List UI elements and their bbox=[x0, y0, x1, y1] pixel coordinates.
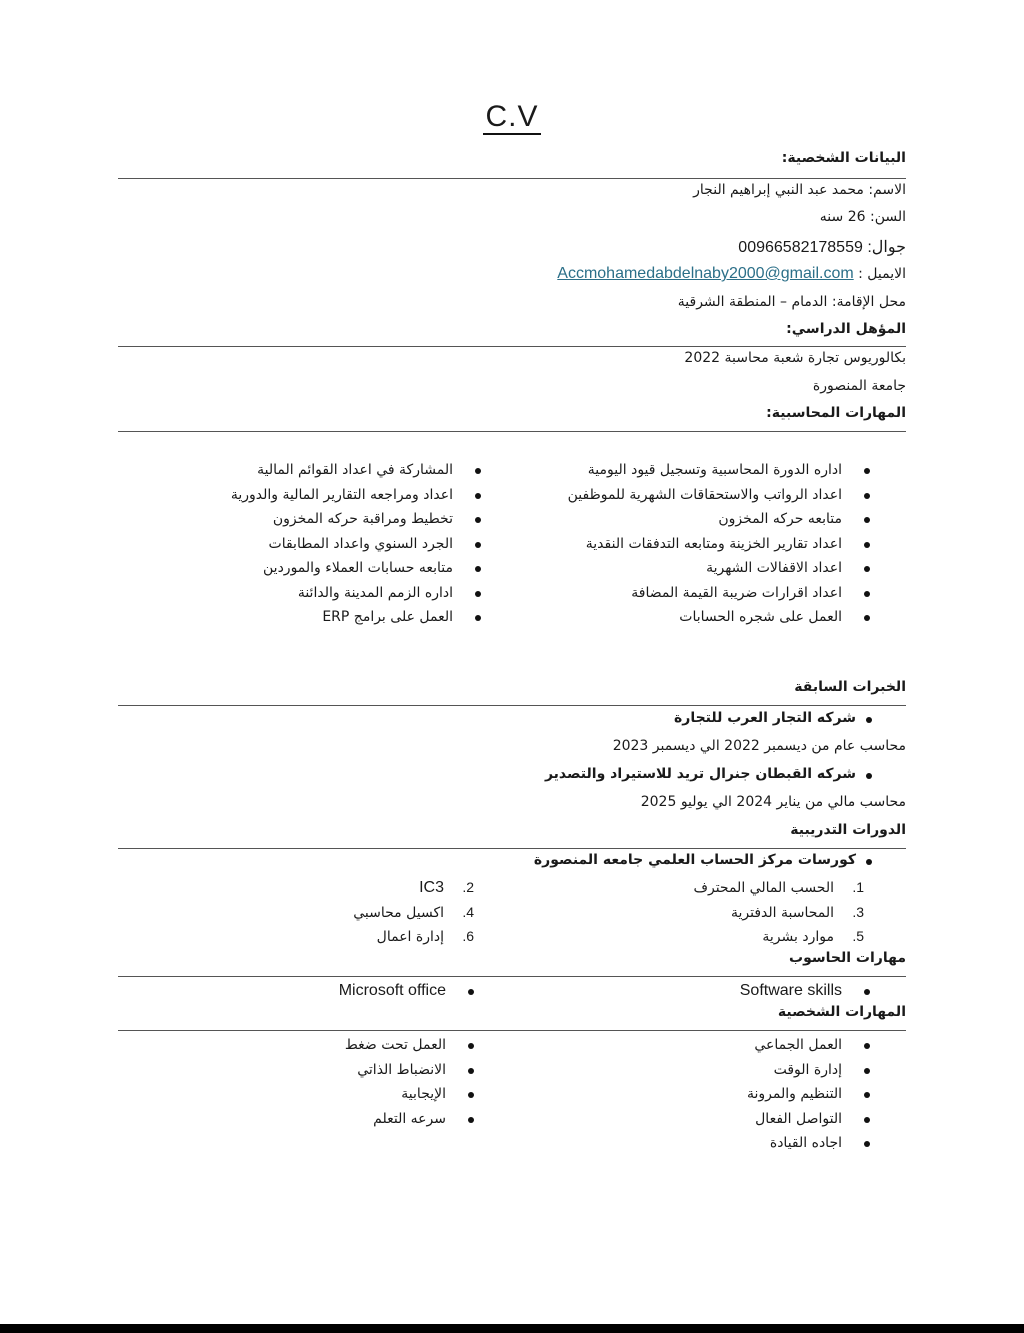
list-item: الإيجابية bbox=[345, 1082, 476, 1107]
divider bbox=[118, 848, 906, 849]
list-item: التنظيم والمرونة bbox=[747, 1082, 872, 1107]
mobile-line bbox=[738, 237, 906, 257]
email-line bbox=[557, 265, 906, 283]
list-item: العمل الجماعي bbox=[747, 1033, 872, 1058]
list-item: اداره الزمم المدينة والدائنة bbox=[231, 581, 483, 606]
list-item: اعداد الرواتب والاستحقاقات الشهرية للموظفين bbox=[568, 483, 872, 508]
personal-skills-left-list bbox=[345, 1033, 476, 1131]
course-name: موارد بشرية bbox=[762, 929, 834, 945]
list-item: الانضباط الذاتي bbox=[345, 1058, 476, 1083]
course-number: 6. bbox=[462, 928, 474, 944]
name-line: الاسم: محمد عبد النبي إبراهيم النجار bbox=[693, 182, 906, 198]
list-item: اعداد اقرارات ضريبة القيمة المضافة bbox=[568, 581, 872, 606]
list-item: العمل تحت ضغط bbox=[345, 1033, 476, 1058]
list-item: إدارة الوقت bbox=[747, 1058, 872, 1083]
divider bbox=[118, 431, 906, 432]
list-item: تخطيط ومراقبة حركه المخزون bbox=[231, 507, 483, 532]
list-item: Software skills bbox=[740, 979, 872, 1004]
course-4 bbox=[353, 904, 474, 921]
list-item: متابعه حركه المخزون bbox=[568, 507, 872, 532]
education-heading: المؤهل الدراسي: bbox=[786, 321, 906, 337]
email-link[interactable]: Accmohamedabdelnaby2000@gmail.com bbox=[557, 265, 854, 282]
course-name: المحاسبة الدفترية bbox=[730, 905, 834, 921]
company-1: شركه التجار العرب للتجارة bbox=[674, 710, 906, 726]
list-item: اعداد الاقفالات الشهرية bbox=[568, 556, 872, 581]
bottom-border bbox=[0, 1324, 1024, 1333]
list-item: العمل على شجره الحسابات bbox=[568, 605, 872, 630]
course-name: الحسب المالي المحترف bbox=[693, 880, 834, 896]
training-provider: كورسات مركز الحساب العلمي جامعه المنصورة bbox=[534, 852, 906, 868]
course-3 bbox=[731, 904, 864, 921]
divider bbox=[118, 178, 906, 179]
university-line: جامعة المنصورة bbox=[812, 378, 906, 394]
degree-line: بكالوريوس تجارة شعبة محاسبة 2022 bbox=[684, 350, 906, 366]
accounting-skills-heading: المهارات المحاسبية: bbox=[766, 405, 906, 421]
list-item: اعداد ومراجعه التقارير المالية والدورية bbox=[231, 483, 483, 508]
accounting-skills-right-list bbox=[568, 458, 872, 630]
course-name: اكسيل محاسبي bbox=[353, 905, 444, 921]
email-label: الايميل : bbox=[858, 266, 906, 282]
list-item: اجاده القيادة bbox=[747, 1131, 872, 1156]
age-line: السن: 26 سنه bbox=[819, 209, 906, 225]
list-item: Microsoft office bbox=[339, 979, 476, 1004]
list-item: العمل على برامج ERP bbox=[231, 605, 483, 630]
computer-skills-right-list bbox=[740, 979, 872, 1004]
course-number: 1. bbox=[852, 879, 864, 895]
course-number: 3. bbox=[852, 904, 864, 920]
list-item: اعداد تقارير الخزينة ومتابعه التدفقات النقدية bbox=[568, 532, 872, 557]
mobile-text: جوال: 00966582178559 bbox=[738, 239, 906, 256]
divider bbox=[118, 976, 906, 977]
personal-skills-right-list bbox=[747, 1033, 872, 1156]
list-item: المشاركة في اعداد القوائم المالية bbox=[231, 458, 483, 483]
list-item: التواصل الفعال bbox=[747, 1107, 872, 1132]
course-number: 4. bbox=[462, 904, 474, 920]
course-number: 5. bbox=[852, 928, 864, 944]
job-role-2: محاسب مالي من يناير 2024 الي يوليو 2025 bbox=[640, 794, 906, 810]
job-role-1: محاسب عام من ديسمبر 2022 الي ديسمبر 2023 bbox=[612, 738, 906, 754]
course-2 bbox=[419, 879, 474, 897]
course-6 bbox=[377, 928, 474, 945]
divider bbox=[118, 1030, 906, 1031]
experience-heading: الخبرات السابقة bbox=[794, 679, 906, 695]
list-item: سرعه التعلم bbox=[345, 1107, 476, 1132]
cv-title: C.V bbox=[485, 100, 539, 133]
course-name: إدارة اعمال bbox=[376, 929, 444, 945]
personal-heading: البيانات الشخصية: bbox=[781, 150, 906, 166]
divider bbox=[118, 346, 906, 347]
list-item: الجرد السنوي واعداد المطابقات bbox=[231, 532, 483, 557]
course-number: 2. bbox=[462, 879, 474, 895]
personal-skills-heading: المهارات الشخصية bbox=[777, 1004, 906, 1020]
divider bbox=[118, 705, 906, 706]
course-5 bbox=[762, 928, 864, 945]
company-2: شركه القبطان جنرال تريد للاستيراد والتصدير bbox=[545, 766, 906, 782]
accounting-skills-left-list bbox=[231, 458, 483, 630]
course-name: IC3 bbox=[419, 879, 444, 896]
computer-skills-left-list bbox=[339, 979, 476, 1004]
computer-skills-heading: مهارات الحاسوب bbox=[789, 950, 906, 966]
list-item: متابعه حسابات العملاء والموردين bbox=[231, 556, 483, 581]
residence-line: محل الإقامة: الدمام – المنطقة الشرقية bbox=[677, 294, 906, 310]
course-1 bbox=[693, 879, 864, 896]
list-item: اداره الدورة المحاسبية وتسجيل قيود اليومية bbox=[568, 458, 872, 483]
training-heading: الدورات التدريبية bbox=[790, 822, 906, 838]
